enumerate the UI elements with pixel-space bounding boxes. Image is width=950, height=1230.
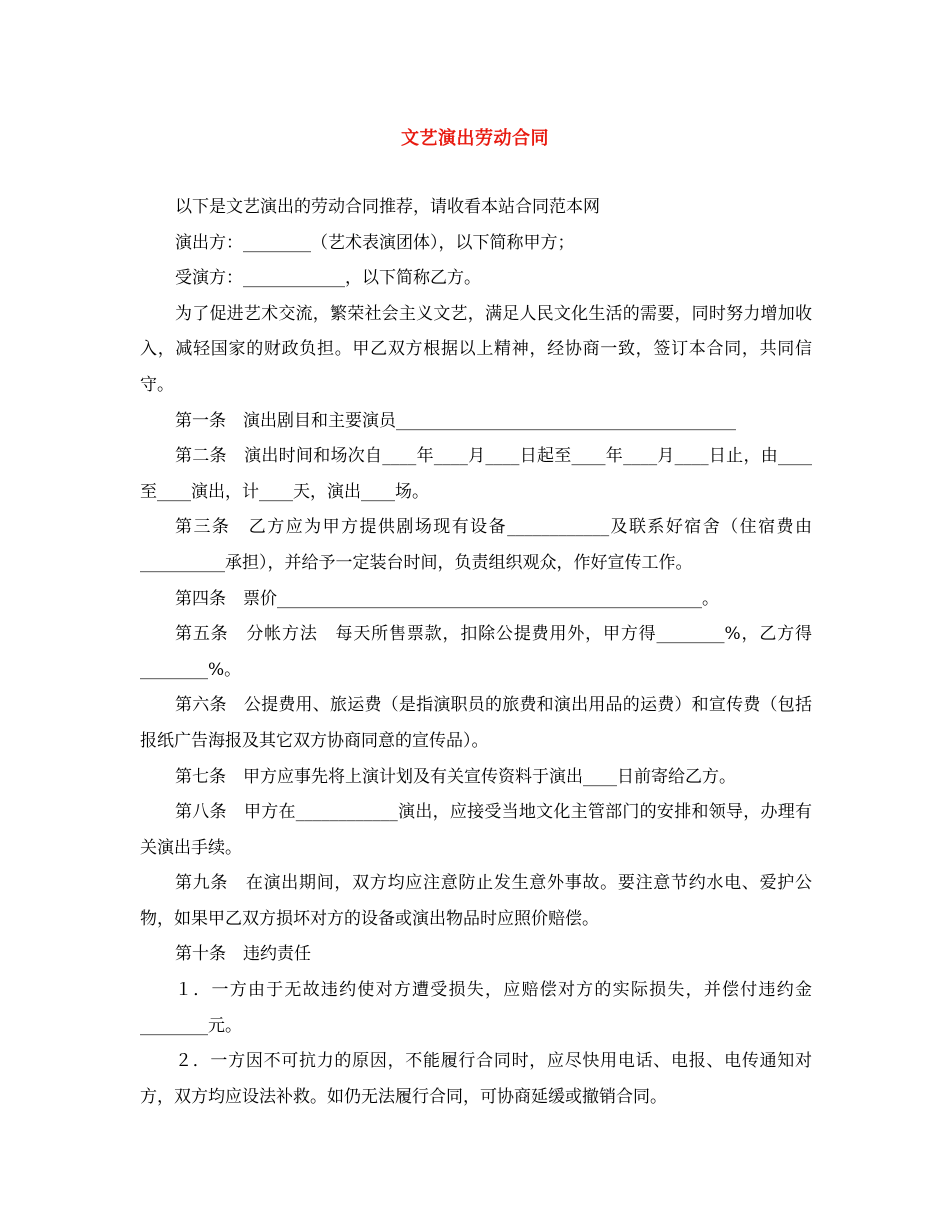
article-2: 第二条 演出时间和场次自____年____月____日起至____年____月____日止，由____至____演出，计____天，演出____场。 — [140, 446, 812, 502]
article-3: 第三条 乙方应为甲方提供剧场现有设备____________及联系好宿舍（住宿费由__________承担），并给予一定装台时间，负责组织观众，作好宣传工作。 — [140, 517, 812, 573]
article-1: 第一条 演出剧目和主要演员________________________________________ — [175, 410, 736, 431]
article-7: 第七条 甲方应事先将上演计划及有关宣传资料于演出____日前寄给乙方。 — [175, 766, 736, 787]
party-b-line: 受演方：____________，以下简称乙方。 — [175, 268, 481, 289]
article-10-heading: 第十条 违约责任 — [175, 944, 311, 965]
document-body — [140, 190, 812, 1115]
article-6: 第六条 公提费用、旅运费（是指演职员的旅费和演出用品的运费）和宣传费（包括报纸广告海报及其它双方协商同意的宣传品）。 — [140, 695, 812, 751]
preamble-paragraph: 为了促进艺术交流，繁荣社会主义文艺，满足人民文化生活的需要，同时努力增加收入，减轻国家的财政负担。甲乙双方根据以上精神，经协商一致，签订本合同，共同信守。 — [140, 303, 812, 395]
intro-paragraph: 以下是文艺演出的劳动合同推荐，请收看本站合同范本网 — [175, 197, 600, 217]
article-4: 第四条 票价__________________________________________________。 — [175, 588, 719, 609]
article-10-clause-2: ２．一方因不可抗力的原因，不能履行合同时，应尽快用电话、电报、电传通知对方，双方均应设法补救。如仍无法履行合同，可协商延缓或撤销合同。 — [140, 1051, 812, 1107]
article-8: 第八条 甲方在____________演出，应接受当地文化主管部门的安排和领导，办理有关演出手续。 — [140, 802, 812, 858]
article-5: 第五条 分帐方法 每天所售票款，扣除公提费用外，甲方得________%，乙方得________%。 — [140, 624, 812, 680]
article-9: 第九条 在演出期间，双方均应注意防止发生意外事故。要注意节约水电、爱护公物，如果甲乙双方损坏对方的设备或演出物品时应照价赔偿。 — [140, 873, 812, 929]
document-title: 文艺演出劳动合同 — [401, 128, 549, 149]
article-10-clause-1: １．一方由于无故违约使对方遭受损失，应赔偿对方的实际损失，并偿付违约金________元。 — [140, 980, 812, 1036]
party-a-line: 演出方：________（艺术表演团体），以下简称甲方； — [175, 232, 575, 253]
